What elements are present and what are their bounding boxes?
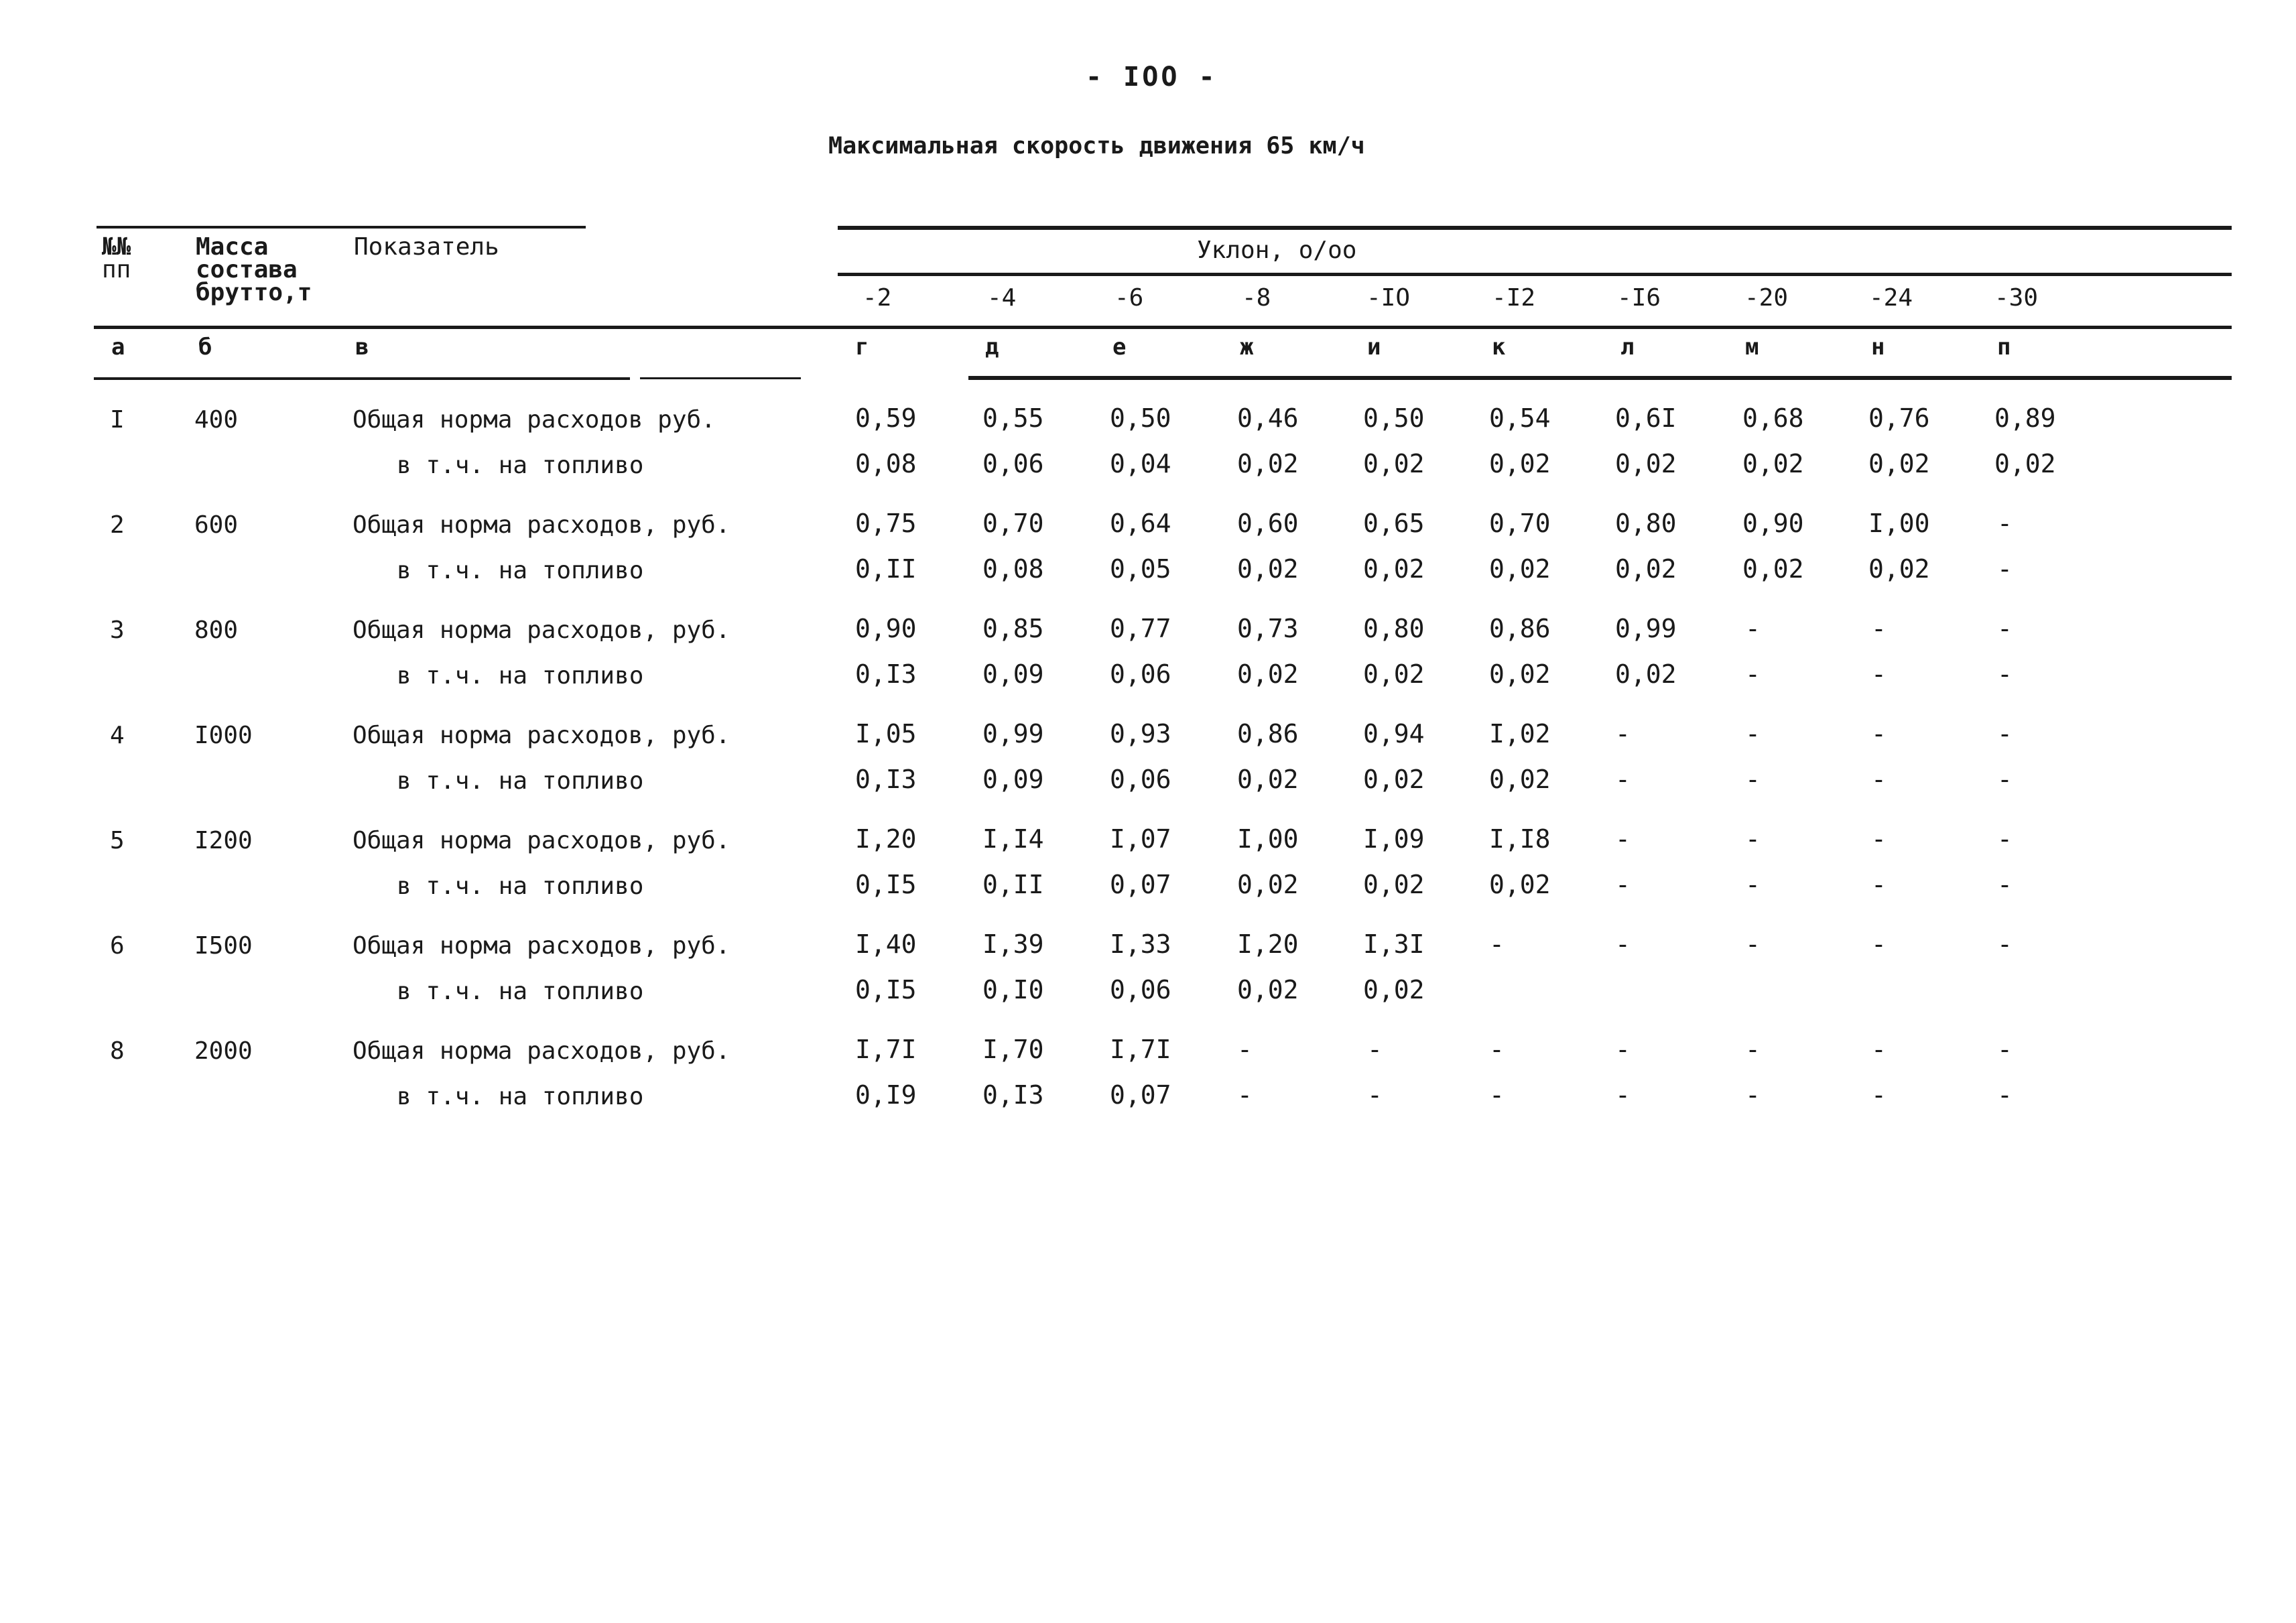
cell-fuel: 0,02 <box>1363 449 1425 478</box>
grade-col-header: -IO <box>1366 284 1411 312</box>
cell-total: - <box>1745 824 1761 854</box>
cell-fuel: 0,07 <box>1110 870 1171 899</box>
cell-fuel: 0,I3 <box>982 1080 1044 1110</box>
cell-total: I,I4 <box>982 824 1044 854</box>
row-mass: I200 <box>194 827 253 854</box>
cell-total: - <box>1745 719 1761 749</box>
cell-total: - <box>1745 929 1761 959</box>
row-number: 6 <box>110 932 125 960</box>
cell-total: - <box>1997 1035 2013 1064</box>
grade-col-header: -I2 <box>1492 284 1536 312</box>
cell-total: I,33 <box>1110 929 1171 959</box>
cell-fuel: 0,02 <box>1489 659 1551 689</box>
column-letter: д <box>985 334 999 361</box>
cell-total: I,3I <box>1363 929 1425 959</box>
page-title: Максимальная скорость движения 65 км/ч <box>828 133 1365 159</box>
header-bottom-rule <box>94 326 2232 329</box>
cell-total: 0,80 <box>1363 614 1425 643</box>
cell-fuel: - <box>1871 659 1887 689</box>
cell-total: I,7I <box>1110 1035 1171 1064</box>
cell-fuel: 0,I5 <box>855 975 917 1004</box>
cell-total: 0,55 <box>982 403 1044 433</box>
row-label-total: Общая норма расходов, руб. <box>353 511 730 539</box>
cell-total: I,07 <box>1110 824 1171 854</box>
cell-fuel: 0,02 <box>1363 765 1425 794</box>
row-label-total: Общая норма расходов, руб. <box>353 932 730 960</box>
cell-total: - <box>1615 719 1631 749</box>
cell-fuel: - <box>1615 870 1631 899</box>
cell-fuel: - <box>1615 1080 1631 1110</box>
header-mass-line2: состава <box>196 256 298 283</box>
cell-total: 0,65 <box>1363 509 1425 538</box>
cell-fuel: 0,02 <box>1615 659 1677 689</box>
cell-total: - <box>1997 929 2013 959</box>
cell-fuel: - <box>1745 659 1761 689</box>
cell-total: 0,6I <box>1615 403 1677 433</box>
row-number: 5 <box>110 827 125 854</box>
cell-fuel: 0,06 <box>1110 659 1171 689</box>
cell-total: 0,93 <box>1110 719 1171 749</box>
column-letter: г <box>855 334 869 361</box>
row-mass: 600 <box>194 511 239 539</box>
column-letter: к <box>1492 334 1506 361</box>
cell-fuel: 0,II <box>982 870 1044 899</box>
cell-fuel: 0,I3 <box>855 659 917 689</box>
cell-total: - <box>1489 929 1505 959</box>
cell-fuel: 0,02 <box>1237 870 1299 899</box>
cell-total: 0,60 <box>1237 509 1299 538</box>
cell-fuel: 0,02 <box>1489 554 1551 584</box>
cell-total: - <box>1615 824 1631 854</box>
cell-fuel: 0,02 <box>1742 554 1804 584</box>
row-label-fuel: в т.ч. на топливо <box>397 452 644 479</box>
cell-total: - <box>1615 1035 1631 1064</box>
cell-total: I,20 <box>1237 929 1299 959</box>
cell-fuel: - <box>1871 765 1887 794</box>
cell-fuel: 0,02 <box>1237 449 1299 478</box>
row-number: 4 <box>110 722 125 749</box>
cell-fuel: - <box>1615 765 1631 794</box>
cell-total: - <box>1745 614 1761 643</box>
row-label-fuel: в т.ч. на топливо <box>397 1083 644 1110</box>
row-mass: 2000 <box>194 1037 253 1065</box>
cell-total: I,39 <box>982 929 1044 959</box>
row-label-total: Общая норма расходов руб. <box>353 406 716 434</box>
cell-fuel: 0,02 <box>1363 975 1425 1004</box>
cell-fuel: 0,02 <box>1237 554 1299 584</box>
cell-fuel: 0,02 <box>1868 449 1930 478</box>
cell-total: I,I8 <box>1489 824 1551 854</box>
row-number: 2 <box>110 511 125 539</box>
cell-total: 0,90 <box>855 614 917 643</box>
cell-fuel: 0,02 <box>1363 870 1425 899</box>
grade-col-header: -2 <box>863 284 892 312</box>
header-mass-line1: Масса <box>196 233 269 261</box>
row-label-total: Общая норма расходов, руб. <box>353 616 730 644</box>
cell-total: - <box>1237 1035 1253 1064</box>
grade-col-header: -I6 <box>1617 284 1661 312</box>
cell-total: 0,90 <box>1742 509 1804 538</box>
header-num-line1: №№ <box>102 233 131 261</box>
cell-total: 0,85 <box>982 614 1044 643</box>
cell-total: I,00 <box>1237 824 1299 854</box>
cell-total: - <box>1615 929 1631 959</box>
cell-total: - <box>1871 824 1887 854</box>
grade-col-header: -20 <box>1744 284 1789 312</box>
cell-total: - <box>1997 614 2013 643</box>
column-letter: п <box>1997 334 2011 361</box>
cell-fuel: 0,06 <box>1110 975 1171 1004</box>
cell-total: I,20 <box>855 824 917 854</box>
cell-total: 0,59 <box>855 403 917 433</box>
cell-total: 0,46 <box>1237 403 1299 433</box>
cell-total: 0,50 <box>1363 403 1425 433</box>
cell-fuel: - <box>1997 765 2013 794</box>
row-label-fuel: в т.ч. на топливо <box>397 872 644 900</box>
cell-total: 0,77 <box>1110 614 1171 643</box>
row-number: 8 <box>110 1037 125 1065</box>
cell-fuel: 0,02 <box>1489 449 1551 478</box>
cell-total: 0,99 <box>1615 614 1677 643</box>
header-indicator-col: Показатель <box>354 233 499 261</box>
row-number: I <box>110 406 125 434</box>
cell-fuel: 0,I5 <box>855 870 917 899</box>
cell-fuel: 0,02 <box>1237 765 1299 794</box>
cell-total: 0,70 <box>982 509 1044 538</box>
header-mass-col <box>196 233 312 306</box>
cell-total: - <box>1871 929 1887 959</box>
cell-fuel: - <box>1489 1080 1505 1110</box>
header-mass-line3: брутто,т <box>196 279 312 306</box>
header-top-rule-right <box>838 226 2232 230</box>
row-label-total: Общая норма расходов, руб. <box>353 722 730 749</box>
cell-fuel: 0,02 <box>1363 554 1425 584</box>
cell-total: 0,86 <box>1489 614 1551 643</box>
row-number: 3 <box>110 616 125 644</box>
cell-total: 0,50 <box>1110 403 1171 433</box>
header-grade-group: Уклон, о/оо <box>1197 237 1357 264</box>
column-letter: л <box>1620 334 1635 361</box>
cell-total: I,70 <box>982 1035 1044 1064</box>
grade-group-rule <box>838 273 2232 276</box>
letters-rule-right <box>968 376 2232 380</box>
grade-col-header: -6 <box>1114 284 1144 312</box>
cell-fuel: 0,02 <box>1237 975 1299 1004</box>
cell-fuel: 0,08 <box>855 449 917 478</box>
cell-fuel: 0,06 <box>982 449 1044 478</box>
letters-rule-left <box>94 377 630 380</box>
column-letter: н <box>1871 334 1885 361</box>
cell-fuel: - <box>1871 1080 1887 1110</box>
row-label-total: Общая норма расходов, руб. <box>353 1037 730 1065</box>
row-mass: I500 <box>194 932 253 960</box>
row-mass: 400 <box>194 406 239 434</box>
cell-fuel: - <box>1871 870 1887 899</box>
cell-fuel: 0,02 <box>1742 449 1804 478</box>
cell-total: - <box>1489 1035 1505 1064</box>
column-letter: ж <box>1240 334 1254 361</box>
grade-col-header: -30 <box>1994 284 2039 312</box>
cell-total: I,40 <box>855 929 917 959</box>
cell-fuel: 0,07 <box>1110 1080 1171 1110</box>
cell-total: - <box>1997 824 2013 854</box>
cell-fuel: - <box>1237 1080 1253 1110</box>
header-num-line2: пп <box>102 256 131 283</box>
cell-total: I,05 <box>855 719 917 749</box>
cell-fuel: 0,02 <box>1489 765 1551 794</box>
grade-col-header: -4 <box>987 284 1017 312</box>
cell-fuel: 0,06 <box>1110 765 1171 794</box>
column-letter: м <box>1745 334 1759 361</box>
cell-total: - <box>1871 1035 1887 1064</box>
row-label-fuel: в т.ч. на топливо <box>397 767 644 795</box>
cell-total: 0,64 <box>1110 509 1171 538</box>
cell-fuel: - <box>1367 1080 1383 1110</box>
cell-fuel: 0,I9 <box>855 1080 917 1110</box>
cell-total: 0,99 <box>982 719 1044 749</box>
cell-fuel: 0,09 <box>982 765 1044 794</box>
cell-total: 0,94 <box>1363 719 1425 749</box>
row-label-fuel: в т.ч. на топливо <box>397 978 644 1005</box>
cell-fuel: - <box>1745 1080 1761 1110</box>
cell-total: 0,73 <box>1237 614 1299 643</box>
cell-total: 0,76 <box>1868 403 1930 433</box>
cell-fuel: 0,09 <box>982 659 1044 689</box>
header-num-col <box>102 233 131 283</box>
cell-total: - <box>1997 509 2013 538</box>
cell-fuel: - <box>1745 765 1761 794</box>
cell-total: I,02 <box>1489 719 1551 749</box>
cell-fuel: 0,02 <box>1489 870 1551 899</box>
cell-fuel: 0,02 <box>1615 449 1677 478</box>
cell-fuel: 0,02 <box>1363 659 1425 689</box>
cell-fuel: 0,02 <box>1615 554 1677 584</box>
column-letter: б <box>198 334 212 361</box>
cell-total: 0,54 <box>1489 403 1551 433</box>
cell-total: - <box>1745 1035 1761 1064</box>
cell-fuel: - <box>1997 1080 2013 1110</box>
cell-fuel: 0,II <box>855 554 917 584</box>
cell-total: I,00 <box>1868 509 1930 538</box>
cell-total: 0,86 <box>1237 719 1299 749</box>
cell-total: 0,80 <box>1615 509 1677 538</box>
cell-total: 0,89 <box>1994 403 2056 433</box>
cell-fuel: - <box>1997 659 2013 689</box>
cell-total: I,09 <box>1363 824 1425 854</box>
cell-total: - <box>1871 614 1887 643</box>
row-mass: I000 <box>194 722 253 749</box>
cell-total: - <box>1997 719 2013 749</box>
letters-rule-mid <box>640 377 801 379</box>
row-label-fuel: в т.ч. на топливо <box>397 557 644 584</box>
cell-total: 0,68 <box>1742 403 1804 433</box>
cell-total: - <box>1871 719 1887 749</box>
cell-fuel: 0,I0 <box>982 975 1044 1004</box>
column-letter: е <box>1112 334 1127 361</box>
page-number: - IOO - <box>1086 62 1218 92</box>
cell-fuel: 0,05 <box>1110 554 1171 584</box>
cell-fuel: 0,02 <box>1994 449 2056 478</box>
row-label-fuel: в т.ч. на топливо <box>397 662 644 690</box>
row-label-total: Общая норма расходов, руб. <box>353 827 730 854</box>
grade-col-header: -24 <box>1869 284 1913 312</box>
cell-total: - <box>1367 1035 1383 1064</box>
column-letter: а <box>111 334 125 361</box>
cell-fuel: 0,02 <box>1868 554 1930 584</box>
cell-total: 0,70 <box>1489 509 1551 538</box>
cell-fuel: - <box>1997 870 2013 899</box>
row-mass: 800 <box>194 616 239 644</box>
column-letter: в <box>355 334 369 361</box>
cell-fuel: 0,02 <box>1237 659 1299 689</box>
grade-col-header: -8 <box>1242 284 1271 312</box>
cell-total: I,7I <box>855 1035 917 1064</box>
cell-fuel: 0,08 <box>982 554 1044 584</box>
header-top-rule-left <box>97 226 586 229</box>
cell-fuel: 0,I3 <box>855 765 917 794</box>
cell-fuel: 0,04 <box>1110 449 1171 478</box>
column-letter: и <box>1367 334 1381 361</box>
cell-fuel: - <box>1745 870 1761 899</box>
cell-fuel: - <box>1997 554 2013 584</box>
cell-total: 0,75 <box>855 509 917 538</box>
